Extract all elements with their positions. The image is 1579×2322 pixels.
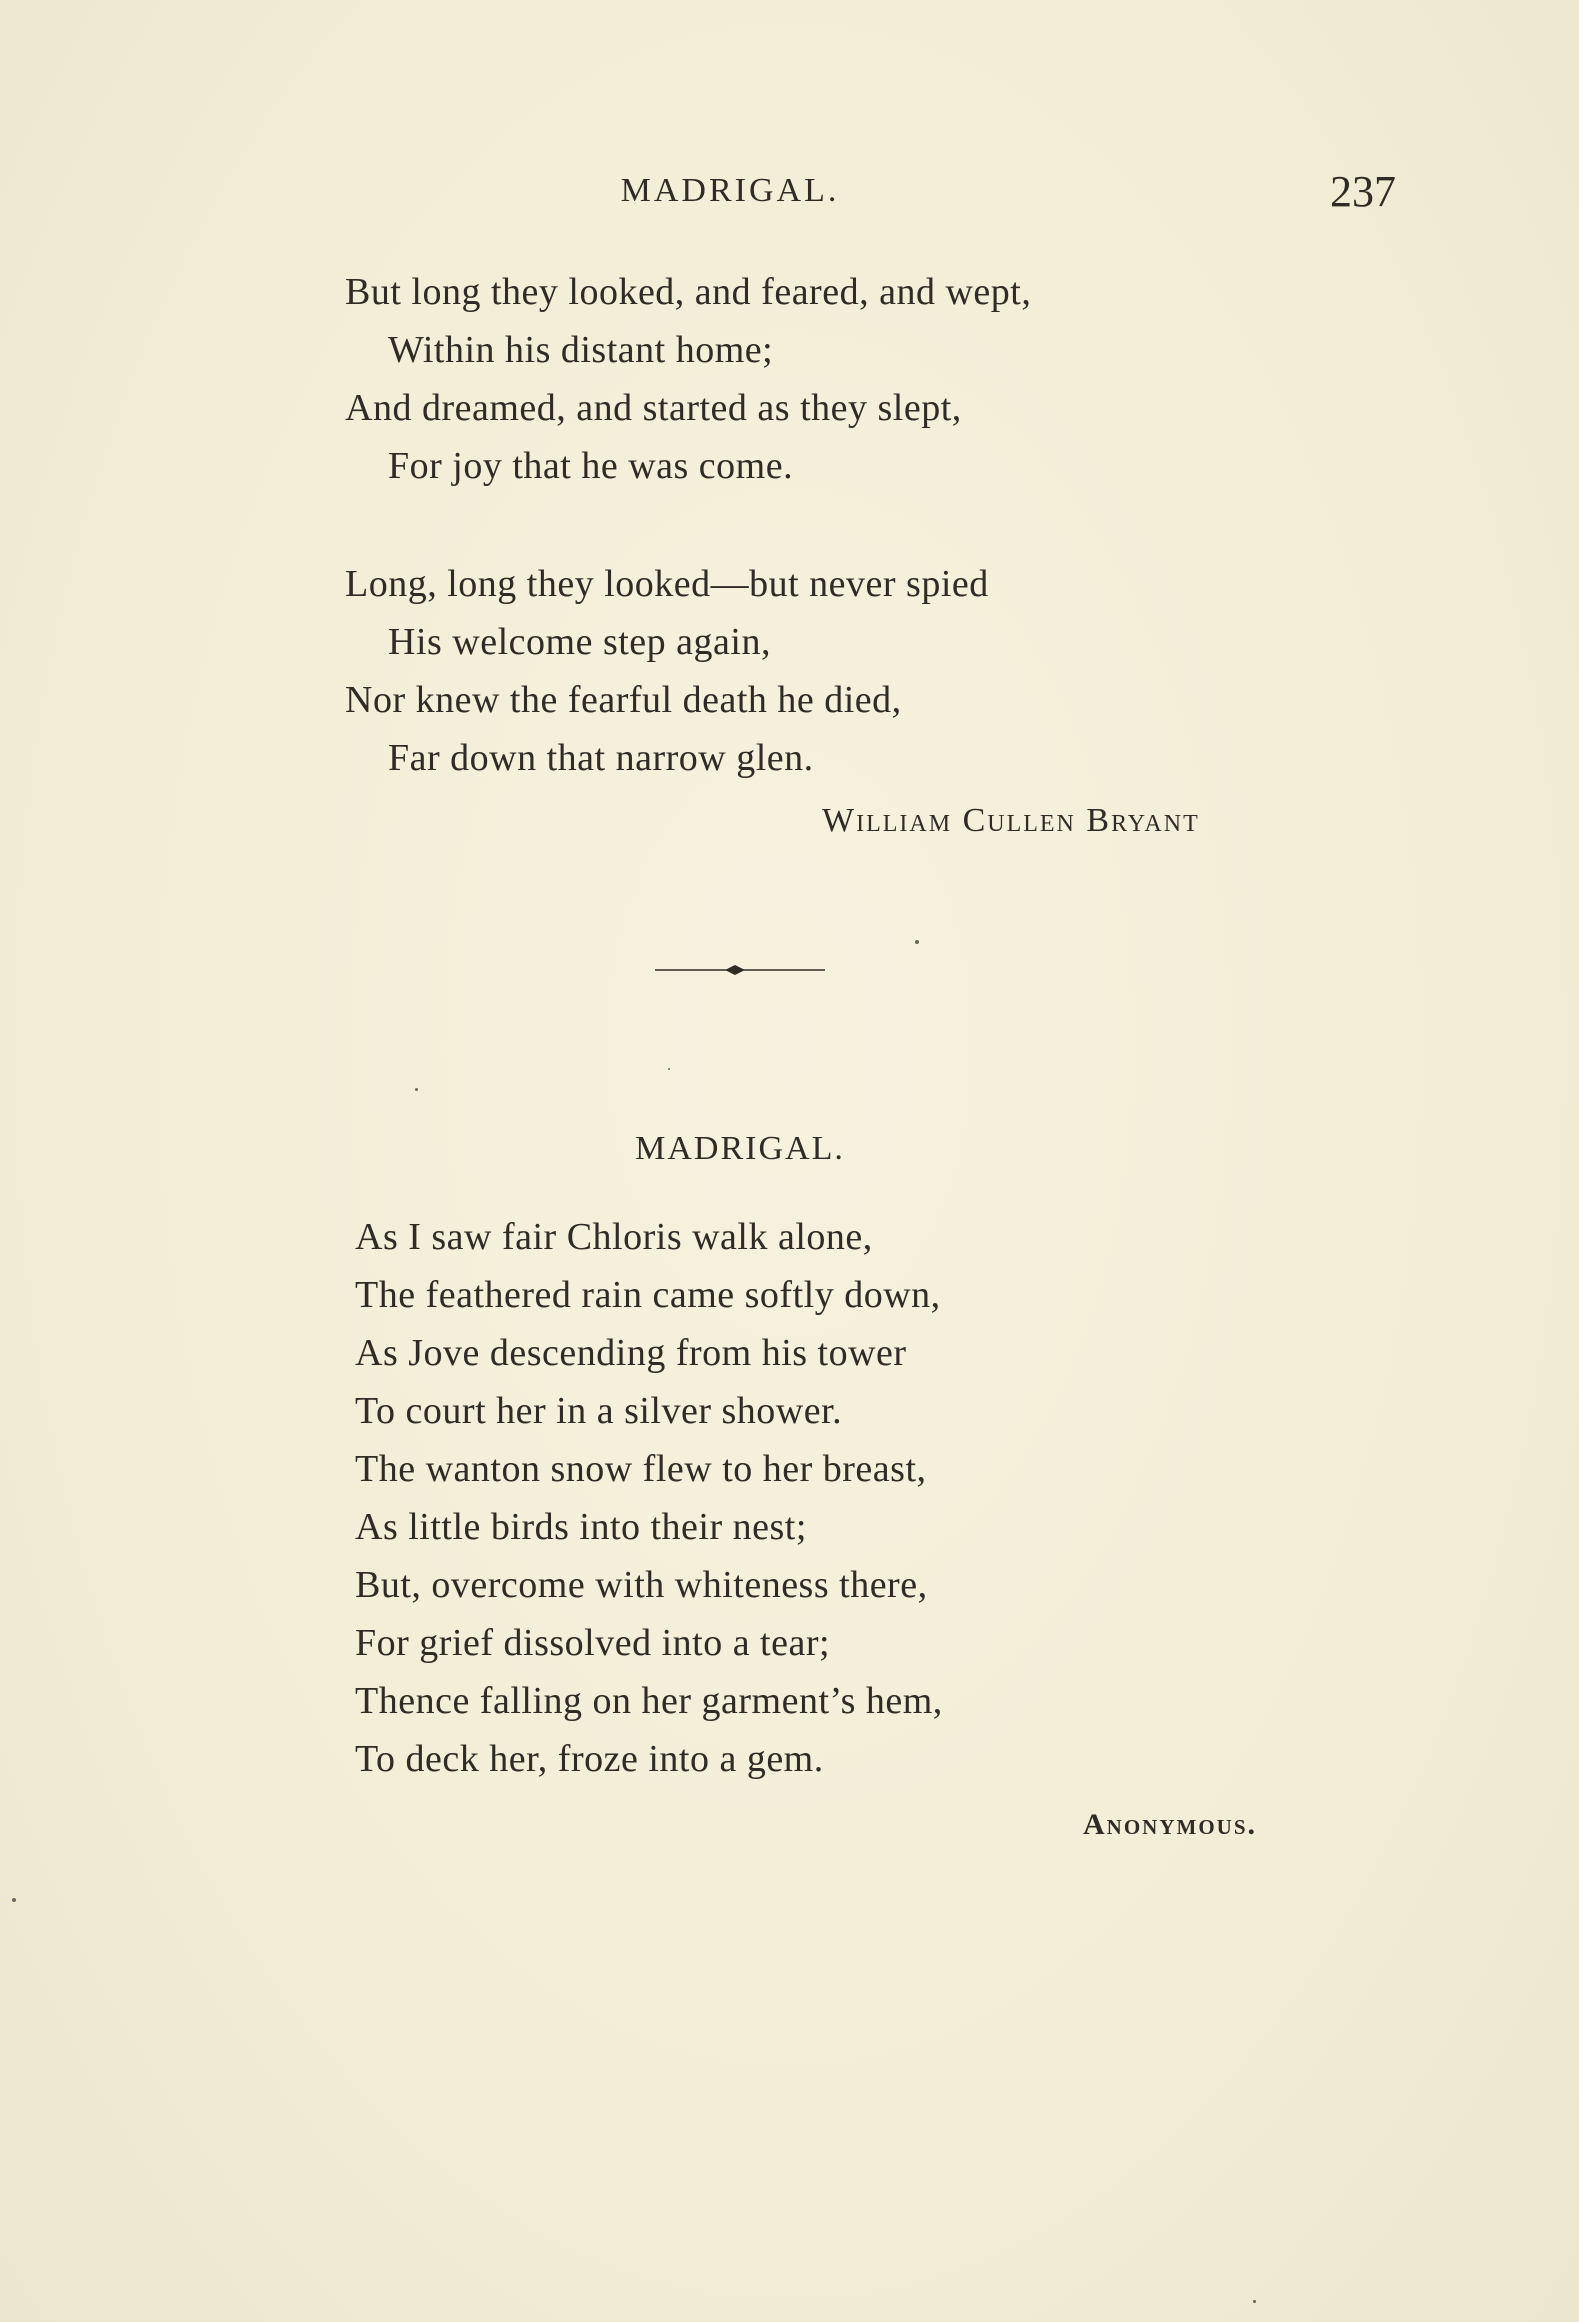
poem-line: To deck her, froze into a gem.: [355, 1738, 824, 1780]
paper-speck: [915, 940, 919, 944]
poem-line: His welcome step again,: [388, 621, 771, 663]
ornament-divider: [655, 962, 825, 978]
poem-attribution: William Cullen Bryant: [822, 802, 1200, 839]
poem-line: As little birds into their nest;: [355, 1506, 807, 1548]
poem-line: Thence falling on her garment’s hem,: [355, 1680, 943, 1722]
poem-line: The feathered rain came softly down,: [355, 1274, 941, 1316]
paper-speck: [415, 1088, 418, 1091]
running-header: MADRIGAL.: [620, 172, 840, 209]
poem-line: The wanton snow flew to her breast,: [355, 1448, 927, 1490]
poem-line: For joy that he was come.: [388, 445, 794, 487]
poem-line: And dreamed, and started as they slept,: [345, 387, 962, 429]
paper-speck: [668, 1068, 670, 1070]
poem-line: To court her in a silver shower.: [355, 1390, 843, 1432]
poem-line: But, overcome with whiteness there,: [355, 1564, 928, 1606]
paper-speck: [12, 1898, 16, 1902]
page-number: 237: [1330, 167, 1396, 216]
poem-attribution: Anonymous.: [1083, 1808, 1257, 1841]
paper-speck: [1253, 2300, 1256, 2303]
poem-line: For grief dissolved into a tear;: [355, 1622, 831, 1664]
poem-line: But long they looked, and feared, and wept,: [345, 271, 1032, 313]
poem-title: MADRIGAL.: [635, 1130, 845, 1167]
poem-line: Within his distant home;: [388, 329, 774, 371]
poem-line: Long, long they looked—but never spied: [345, 563, 989, 605]
poem-line: As I saw fair Chloris walk alone,: [355, 1216, 873, 1258]
poem-line: Far down that narrow glen.: [388, 737, 814, 779]
poem-line: As Jove descending from his tower: [355, 1332, 907, 1374]
poem-line: Nor knew the fearful death he died,: [345, 679, 902, 721]
